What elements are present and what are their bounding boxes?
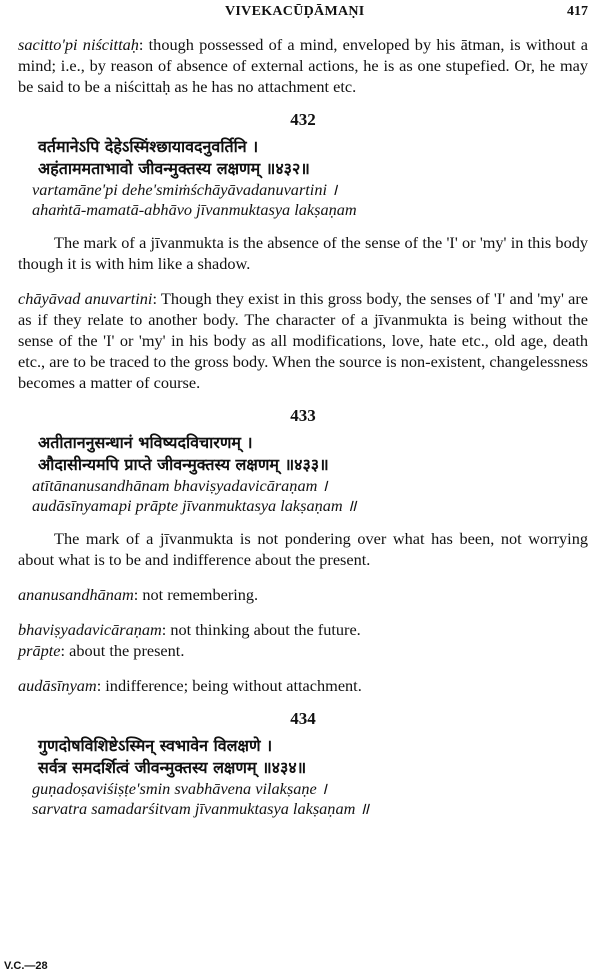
note-term: bhaviṣyadavicāraṇam [18, 620, 162, 639]
verse-number-434: 434 [290, 709, 316, 728]
devanagari-line: अतीताननुसन्धानं भविष्यदविचारणम् । [38, 433, 253, 452]
verse-number-433: 433 [290, 406, 316, 425]
transliteration-line: audāsīnyamapi prāpte jīvanmuktasya lakṣaṇam ॥ [32, 496, 357, 515]
note-paragraph [18, 288, 588, 393]
note-paragraph [18, 619, 588, 640]
note-term: ananusandhānam [18, 585, 134, 604]
devanagari-line: औदासीन्यमपि प्राप्ते जीवन्मुक्तस्य लक्षणम् ॥४३३॥ [38, 455, 329, 474]
note-text: : not remembering. [133, 585, 259, 604]
note-paragraph [18, 675, 588, 696]
transliteration-line: ahaṁtā-mamatā-abhāvo jīvanmuktasya lakṣaṇam [32, 200, 357, 219]
transliteration-line: guṇadoṣaviśiṣṭe'smin svabhāvena vilakṣaṇe । [32, 779, 327, 798]
transliteration-line: vartamāne'pi dehe'smiṁśchāyāvadanuvartini । [32, 180, 338, 199]
devanagari-line: अहंताममताभावो जीवन्मुक्तस्य लक्षणम् ॥४३२॥ [38, 159, 310, 178]
devanagari-line: सर्वत्र समदर्शित्वं जीवन्मुक्तस्य लक्षणम् ॥४३४॥ [38, 758, 307, 777]
devanagari-line: गुणदोषविशिष्टेऽस्मिन् स्वभावेन विलक्षणे । [38, 736, 273, 755]
translation: The mark of a jīvanmukta is not pondering over what has been, not worrying about what is to be and indifference about the present. [18, 529, 588, 569]
running-header [0, 2, 600, 22]
note-text: : indifference; being without attachment. [96, 676, 362, 695]
note-term: prāpte [18, 641, 61, 660]
transliteration-line: atītānanusandhānam bhaviṣyadavicāraṇam । [32, 476, 328, 495]
intro-text: : though possessed of a mind, enveloped by his ātman, is without a mind; i.e., by reason of absence of external actions, he is as one stupefied. Or, he may be said to be a niścittaḥ as he has no attachment etc. [18, 35, 588, 96]
note-text: : about the present. [60, 641, 185, 660]
note-text: : not thinking about the future. [161, 620, 361, 639]
devanagari-line: वर्तमानेऽपि देहेऽस्मिंश्छायावदनुवर्तिनि । [38, 137, 259, 156]
page-body [18, 34, 588, 819]
note-term: audāsīnyam [18, 676, 97, 695]
note-paragraph [18, 584, 588, 605]
signature-mark: V.C.—28 [4, 960, 48, 972]
note-paragraph [18, 640, 588, 661]
page-number: 417 [567, 4, 588, 19]
translation: The mark of a jīvanmukta is the absence of the sense of the 'I' or 'my' in this body though it is with him like a shadow. [18, 233, 588, 273]
verse-number-432: 432 [290, 110, 316, 129]
intro-term: sacitto'pi niścittaḥ [18, 35, 139, 54]
intro-paragraph [18, 34, 588, 97]
transliteration-line: sarvatra samadarśitvam jīvanmuktasya lakṣaṇam ॥ [32, 799, 370, 818]
running-title: VIVEKACŪḌĀMAṆI [225, 4, 365, 19]
note-term: chāyāvad anuvartini [18, 289, 153, 308]
note-text: : Though they exist in this gross body, the senses of 'I' and 'my' are as if they relate to another body. The character of a jīvanmukta is being without the sense of the 'I' or 'my' in his body as all modifications, love, hate etc., old age, death etc., are to be traced to the gross body. When the source is non-existent, changelessness becomes a matter of course. [18, 289, 588, 392]
